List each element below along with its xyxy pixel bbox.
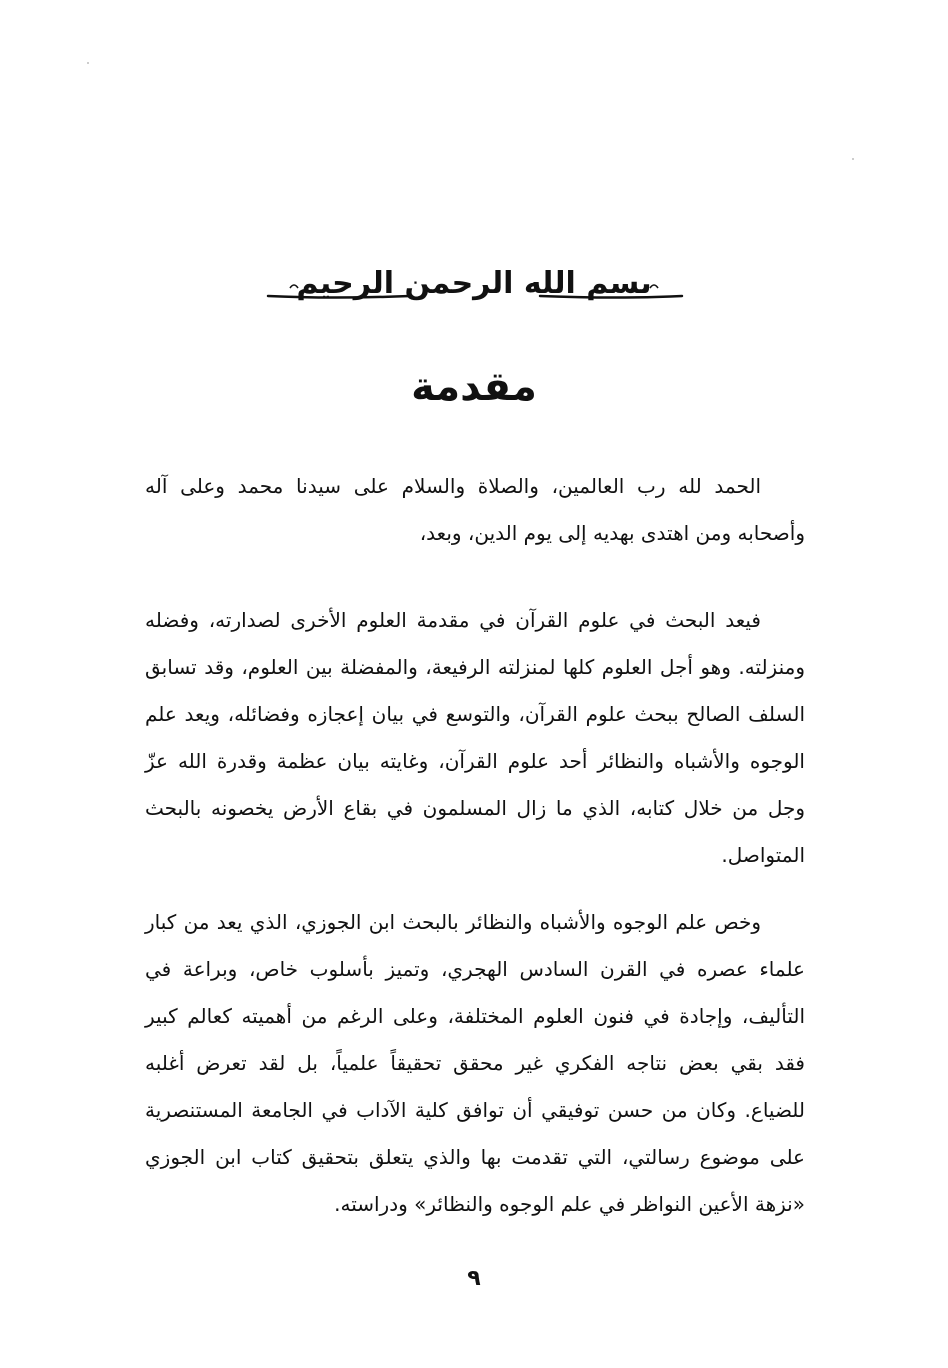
paragraph-opening: الحمد لله رب العالمين، والصلاة والسلام على سيدنا محمد وعلى آله وأصحابه ومن اهتدى بهديه إلى يوم الدين، وبعد، bbox=[145, 474, 805, 545]
paper-speck bbox=[852, 158, 854, 160]
page-number: ٩ bbox=[467, 1266, 481, 1291]
basmala-text: بسم الله الرحمن الرحيم bbox=[296, 266, 652, 301]
paragraph-quran-sciences: فيعد البحث في علوم القرآن في مقدمة العلوم الأخرى لصدارته، وفضله ومنزلته. وهو أجل العلوم كلها لمنزلته الرفيعة، والمفضلة بين العلوم، وقد تسابق السلف الصالح ببحث علوم القرآن، والتوسع في بيان إعجازه وفضائله، ويعد علم الوجوه والأشباه والنظائر أحد علوم القرآن، وغايته بيان عظمة وقدرة الله عزّ وجل من خلال كتابه، الذي ما زال المسلمون في بقاع الأرض يخصونه بالبحث المتواصل. bbox=[145, 608, 805, 867]
body-text bbox=[145, 463, 805, 1228]
paper-speck bbox=[87, 62, 89, 64]
paragraph-ibn-al-jawzi: وخص علم الوجوه والأشباه والنظائر بالبحث ابن الجوزي، الذي يعد من كبار علماء عصره في القرن السادس الهجري، وتميز بأسلوب خاص، وبراعة في التأليف، وإجادة في فنون العلوم المختلفة، وعلى الرغم من أهميته كعالم كبير فقد بقي بعض نتاجه الفكري غير محقق تحقيقاً علمياً، بل لقد تعرض أغلبه للضياع. وكان من حسن توفيقي أن توافق كلية الآداب في الجامعة المستنصرية على موضوع رسالتي، التي تقدمت بها والذي يتعلق بتحقيق كتاب ابن الجوزي «نزهة الأعين النواظر في علم الوجوه والنظائر» ودراسته. bbox=[145, 910, 805, 1216]
page-title: مقدمة bbox=[411, 364, 537, 410]
basmala-header bbox=[250, 258, 698, 318]
